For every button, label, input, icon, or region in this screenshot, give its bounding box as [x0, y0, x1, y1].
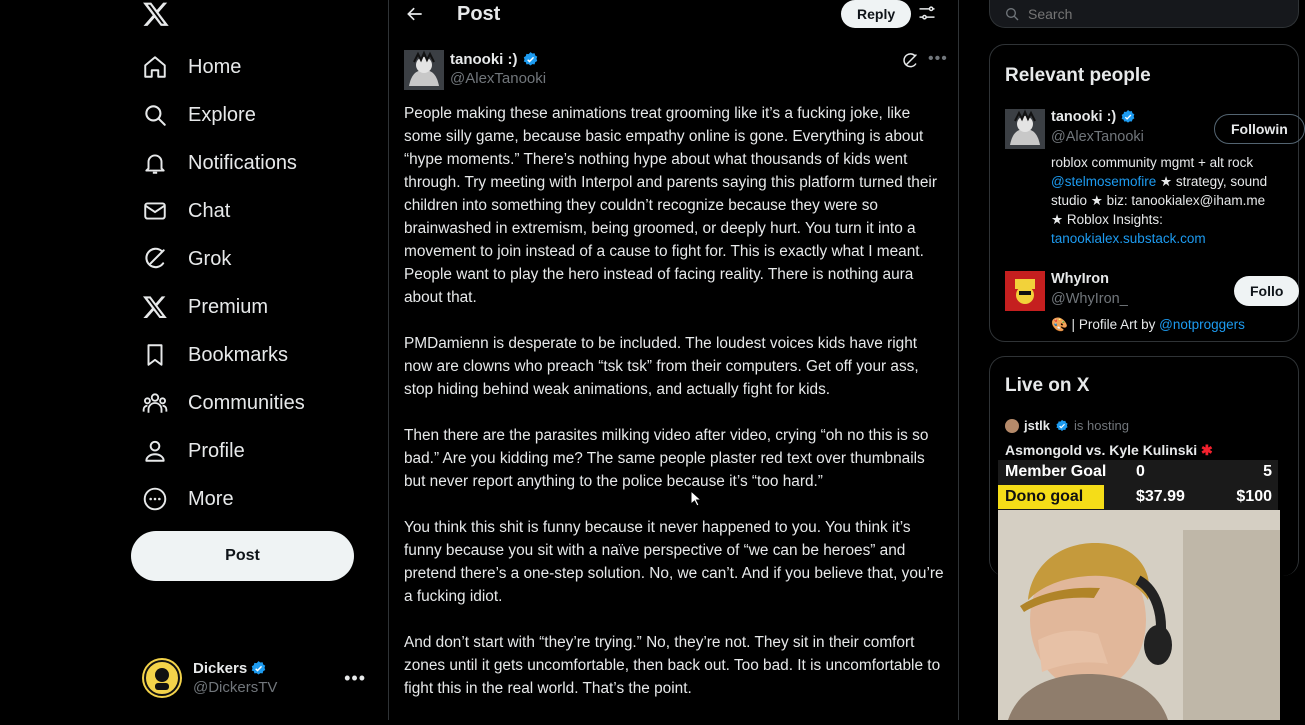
host-avatar: [1005, 419, 1019, 433]
dono-goal-row: [998, 485, 1278, 509]
host-suffix: is hosting: [1074, 418, 1129, 433]
avatar[interactable]: [404, 50, 444, 90]
compose-post-button[interactable]: Post: [131, 531, 354, 581]
person-bio: roblox community mgmt + alt rock @stelmosemofire ★ strategy, sound studio ★ biz: tanookialex@iham.me ★ Roblox Insights: tanookialex.substack.com: [1051, 155, 1268, 246]
home-icon: [142, 54, 168, 80]
person-name[interactable]: tanooki :): [1051, 109, 1117, 125]
grok-icon: [142, 246, 168, 272]
nav-label: More: [188, 487, 234, 510]
more-horizontal-icon[interactable]: •••: [344, 668, 366, 688]
person-handle[interactable]: @WhyIron_: [1051, 291, 1128, 307]
left-navigation: [0, 0, 388, 720]
nav-item-grok[interactable]: [142, 239, 231, 279]
search-box[interactable]: [989, 0, 1299, 28]
person-handle[interactable]: @AlexTanooki: [1051, 129, 1144, 145]
nav-item-profile[interactable]: [142, 431, 245, 471]
member-goal-row: [998, 460, 1278, 484]
person-name[interactable]: WhyIron: [1051, 271, 1109, 287]
filter-sliders-icon[interactable]: [917, 3, 937, 23]
more-horizontal-icon[interactable]: •••: [928, 50, 948, 67]
more-circle-icon: [142, 486, 168, 512]
x-logo-icon[interactable]: [142, 0, 170, 28]
reply-button[interactable]: Reply: [841, 0, 911, 28]
post-paragraph: You think this shit is funny because it never happened to you. You think it’s funny because you sit with a naïve perspective of “we can be heroes” and pretend there’s a one-step solution. No, we can’t. And if you believe that, you’re a fucking idiot.: [404, 519, 944, 605]
nav-item-chat[interactable]: [142, 191, 230, 231]
back-arrow-icon[interactable]: [405, 4, 425, 24]
alert-icon: ✱: [1201, 442, 1213, 458]
relevant-person[interactable]: [1005, 109, 1295, 249]
verified-badge-icon: [250, 660, 267, 677]
bookmark-icon: [142, 342, 168, 368]
account-name: Dickers: [193, 660, 248, 677]
post-paragraph: Then there are the parasites milking video after video, crying “oh no this is so bad.” Are you kidding me? The same people plaster red text over thumbnails but never report anything to the police because it’s “too hard.”: [404, 427, 929, 490]
nav-item-bookmarks[interactable]: [142, 335, 288, 375]
verified-badge-icon: [522, 51, 539, 68]
member-goal-max: 5: [1263, 463, 1272, 480]
person-bio: 🎨 | Profile Art by @notproggers: [1051, 317, 1245, 332]
author-name[interactable]: tanooki :): [450, 51, 518, 68]
nav-item-notifications[interactable]: [142, 143, 297, 183]
page-title: Post: [457, 3, 501, 25]
live-host[interactable]: [1005, 418, 1129, 433]
post-detail-column: [388, 0, 959, 720]
x-logo-icon: [142, 294, 168, 320]
author-handle[interactable]: @AlexTanooki: [450, 70, 547, 87]
nav-label: Profile: [188, 439, 245, 462]
mail-icon: [142, 198, 168, 224]
avatar: [142, 658, 182, 698]
communities-icon: [142, 390, 168, 416]
bio-link[interactable]: @notproggers: [1159, 317, 1245, 332]
post-paragraph: And don’t start with “they’re trying.” No, they’re not. They sit in their comfort zones until it gets uncomfortable, then back out. Too bad. It is uncomfortable to fight this in the real world. That’s the point.: [404, 634, 941, 697]
account-switcher[interactable]: [142, 656, 372, 700]
search-input[interactable]: [1028, 6, 1228, 22]
person-icon: [142, 438, 168, 464]
avatar[interactable]: [1005, 271, 1045, 311]
nav-item-explore[interactable]: [142, 95, 256, 135]
verified-badge-icon: [1120, 109, 1136, 125]
host-name: jstlk: [1024, 418, 1051, 433]
nav-label: Bookmarks: [188, 343, 289, 366]
streamer-image: [998, 510, 1280, 720]
post-header: [389, 0, 958, 30]
dono-goal-current: $37.99: [1136, 488, 1185, 505]
nav-item-more[interactable]: [142, 479, 234, 519]
nav-label: Home: [188, 55, 242, 78]
webcam-feed: [998, 510, 1280, 720]
nav-label: Communities: [188, 391, 305, 414]
nav-label: Premium: [188, 295, 269, 318]
following-button[interactable]: Followin: [1214, 114, 1305, 144]
search-icon: [1004, 6, 1020, 22]
post-text: [404, 102, 949, 723]
relevant-people-card: [989, 44, 1299, 342]
nav-label: Explore: [188, 103, 256, 126]
verified-badge-icon: [1055, 419, 1069, 433]
follow-button[interactable]: Follo: [1234, 276, 1299, 306]
live-stream-title[interactable]: Asmongold vs. Kyle Kulinski ✱: [1005, 442, 1213, 458]
bell-icon: [142, 150, 168, 176]
member-goal-current: 0: [1136, 463, 1145, 480]
bio-link[interactable]: tanookialex.substack.com: [1051, 231, 1206, 246]
nav-label: Chat: [188, 199, 231, 222]
card-title: Relevant people: [1005, 65, 1151, 86]
relevant-person[interactable]: [1005, 271, 1295, 331]
account-handle: @DickersTV: [193, 679, 278, 696]
bio-link[interactable]: @stelmosemofire: [1051, 174, 1157, 189]
post-paragraph: People making these animations treat grooming like it’s a fucking joke, like some silly game, because basic empathy online is gone. Everything is about “hype moments.” There’s nothing hype about what thousands of kids went through. Try meeting with Interpol and parents saying this platform turned their children into something they couldn’t recognize because they were so brainwashed in extremism, being groomed, or deeply hurt. You turn it into a movement to join instead of a cause to fight for. This is exactly what I meant. People want to play the hero instead of facing reality. There is nothing aura about that.: [404, 105, 937, 306]
nav-label: Grok: [188, 247, 232, 270]
avatar[interactable]: [1005, 109, 1045, 149]
dono-goal-label: Dono goal: [1005, 488, 1084, 505]
nav-item-premium[interactable]: [142, 287, 268, 327]
nav-item-home[interactable]: [142, 47, 241, 87]
post-paragraph: PMDamienn is desperate to be included. The loudest voices kids have right now are clowns who preach “tsk tsk” from their computers. Get off your ass, stop hiding behind weak animations, and actually fight for kids.: [404, 335, 919, 398]
member-goal-label: Member Goal: [1005, 463, 1107, 480]
post-author: [404, 50, 949, 90]
nav-item-communities[interactable]: [142, 383, 305, 423]
stream-goals-overlay: [998, 460, 1278, 510]
grok-icon[interactable]: [901, 52, 919, 70]
mouse-cursor-icon: [690, 490, 702, 506]
card-title: Live on X: [1005, 375, 1090, 396]
dono-goal-max: $100: [1236, 488, 1272, 505]
search-icon: [142, 102, 168, 128]
nav-label: Notifications: [188, 151, 297, 174]
